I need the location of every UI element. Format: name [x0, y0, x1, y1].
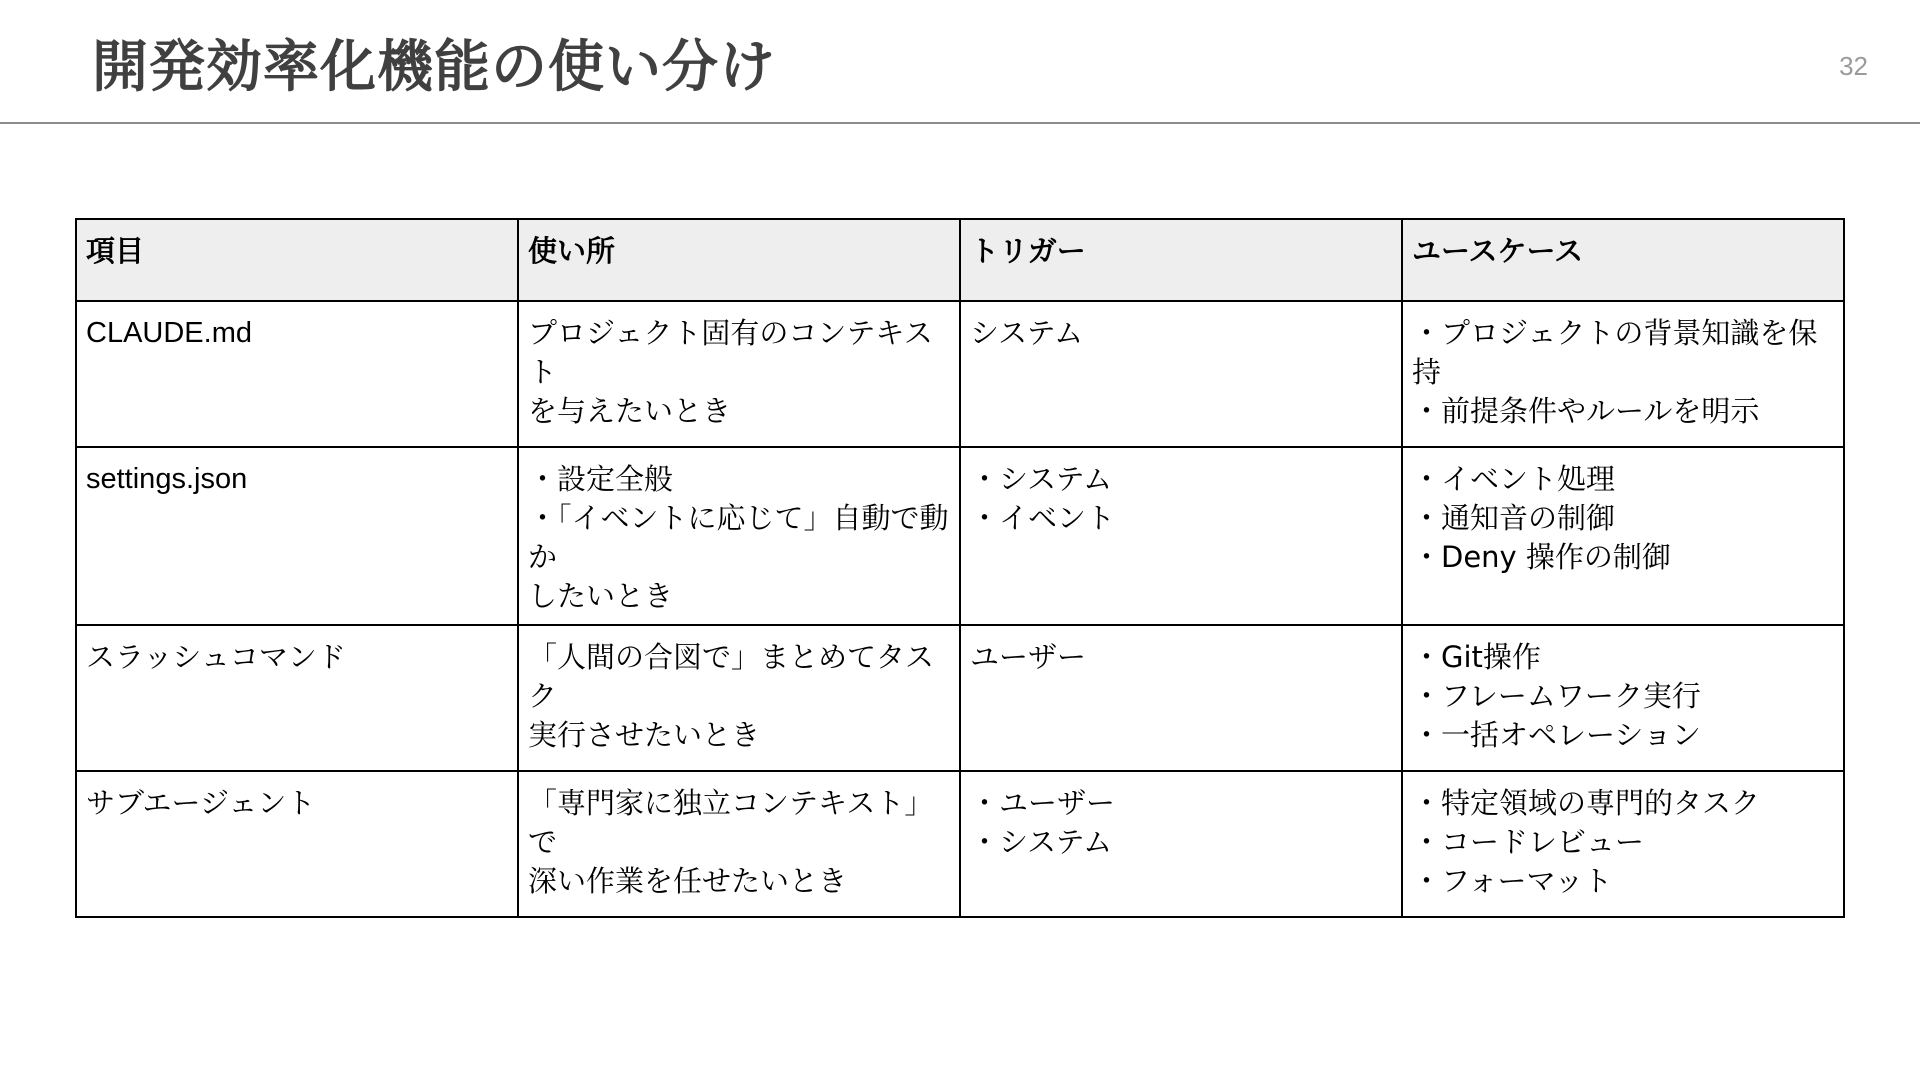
cell-trigger: ・ユーザー ・システム	[960, 771, 1402, 917]
header-usage: 使い所	[518, 219, 960, 301]
cell-usage: 「人間の合図で」まとめてタスク 実行させたいとき	[518, 625, 960, 771]
cell-usage: 「専門家に独立コンテキスト」で 深い作業を任せたいとき	[518, 771, 960, 917]
usage-table-container	[75, 218, 1845, 918]
cell-trigger: ・システム ・イベント	[960, 447, 1402, 625]
cell-item: CLAUDE.md	[76, 301, 518, 447]
header-use-cases: ユースケース	[1402, 219, 1844, 301]
header-item: 項目	[76, 219, 518, 301]
cell-use-cases: ・Git操作 ・フレームワーク実行 ・一括オペレーション	[1402, 625, 1844, 771]
cell-use-cases: ・イベント処理 ・通知音の制御 ・Deny 操作の制御	[1402, 447, 1844, 625]
table-row	[76, 771, 1844, 917]
cell-item: サブエージェント	[76, 771, 518, 917]
cell-usage: プロジェクト固有のコンテキスト を与えたいとき	[518, 301, 960, 447]
cell-use-cases: ・プロジェクトの背景知識を保持 ・前提条件やルールを明示	[1402, 301, 1844, 447]
usage-comparison-table	[75, 218, 1845, 918]
slide-title: 開発効率化機能の使い分け	[92, 35, 776, 100]
table-row	[76, 301, 1844, 447]
page-number: 32	[1839, 51, 1868, 81]
cell-usage: ・設定全般 ・「イベントに応じて」自動で動か したいとき	[518, 447, 960, 625]
cell-trigger: ユーザー	[960, 625, 1402, 771]
title-divider	[0, 122, 1920, 124]
cell-use-cases: ・特定領域の専門的タスク ・コードレビュー ・フォーマット	[1402, 771, 1844, 917]
cell-item: スラッシュコマンド	[76, 625, 518, 771]
cell-item: settings.json	[76, 447, 518, 625]
cell-trigger: システム	[960, 301, 1402, 447]
table-row	[76, 447, 1844, 625]
header-trigger: トリガー	[960, 219, 1402, 301]
table-header-row	[76, 219, 1844, 301]
table-row	[76, 625, 1844, 771]
